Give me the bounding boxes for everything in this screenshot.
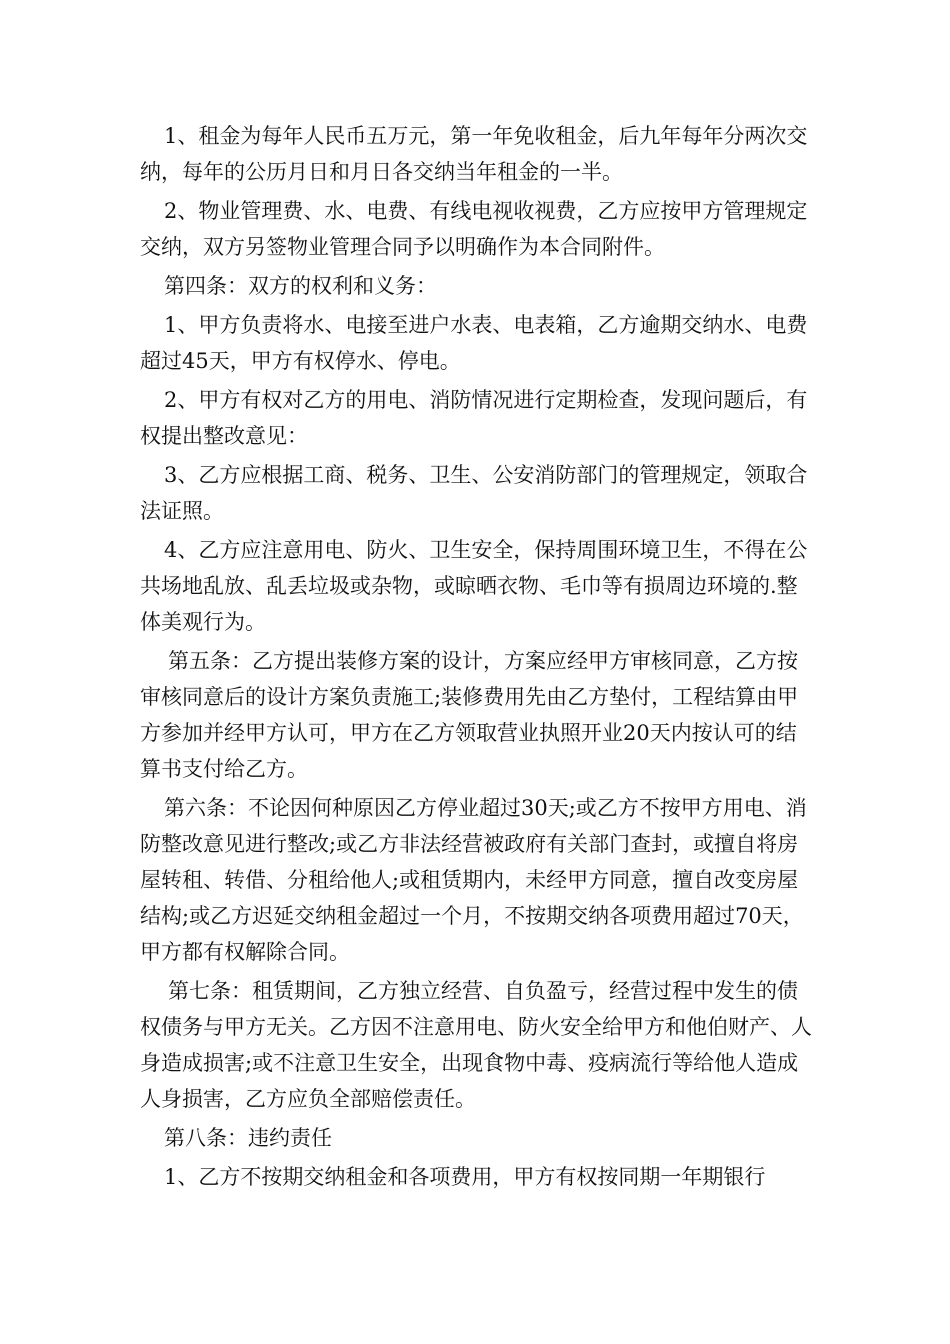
paragraph-article-7: 第七条：租赁期间，乙方独立经营、自负盈亏，经营过程中发生的债权债务与甲方无关。乙方因不注意用电、防火安全给甲方和他伯财产、人身造成损害;或不注意卫生安全，出现食物中毒、疫病流行等给他人造成人身损害，乙方应负全部赔偿责任。 [140,979,812,1111]
paragraph-article-8-item-1: 1、乙方不按期交纳租金和各项费用，甲方有权按同期一年期银行 [164,1165,766,1189]
paragraph-article-4-item-3: 3、乙方应根据工商、税务、卫生、公安消防部门的管理规定，领取合法证照。 [140,463,808,523]
paragraph-article-4-item-4: 4、乙方应注意用电、防火、卫生安全，保持周围环境卫生，不得在公共场地乱放、乱丢垃圾或杂物，或晾晒衣物、毛巾等有损周边环境的.整体美观行为。 [140,538,808,634]
paragraph-article-8-heading: 第八条：违约责任 [164,1126,332,1150]
paragraph-article-4-item-1: 1、甲方负责将水、电接至进户水表、电表箱，乙方逾期交纳水、电费超过45天，甲方有权停水、停电。 [140,313,808,373]
document-body [140,118,812,1198]
paragraph-article-4-heading: 第四条：双方的权利和义务： [164,274,437,298]
paragraph-article-6: 第六条：不论因何种原因乙方停业超过30天;或乙方不按甲方用电、消防整改意见进行整改;或乙方非法经营被政府有关部门查封，或擅自将房屋转租、转借、分租给他人;或租赁期内，未经甲方同意，擅自改变房屋结构;或乙方迟延交纳租金超过一个月，不按期交纳各项费用超过70天，甲方都有权解除合同。 [140,796,807,964]
paragraph-property-fees: 2、物业管理费、水、电费、有线电视收视费，乙方应按甲方管理规定交纳，双方另签物业管理合同予以明确作为本合同附件。 [140,199,808,259]
paragraph-rent-amount: 1、租金为每年人民币五万元，第一年免收租金，后九年每年分两次交纳，每年的公历月日和月日各交纳当年租金的一半。 [140,124,808,184]
paragraph-article-5: 第五条：乙方提出装修方案的设计，方案应经甲方审核同意，乙方按审核同意后的设计方案负责施工;装修费用先由乙方垫付，工程结算由甲方参加并经甲方认可，甲方在乙方领取营业执照开业20天内按认可的结算书支付给乙方。 [140,649,799,781]
paragraph-article-4-item-2: 2、甲方有权对乙方的用电、消防情况进行定期检查，发现问题后，有权提出整改意见： [140,388,808,448]
